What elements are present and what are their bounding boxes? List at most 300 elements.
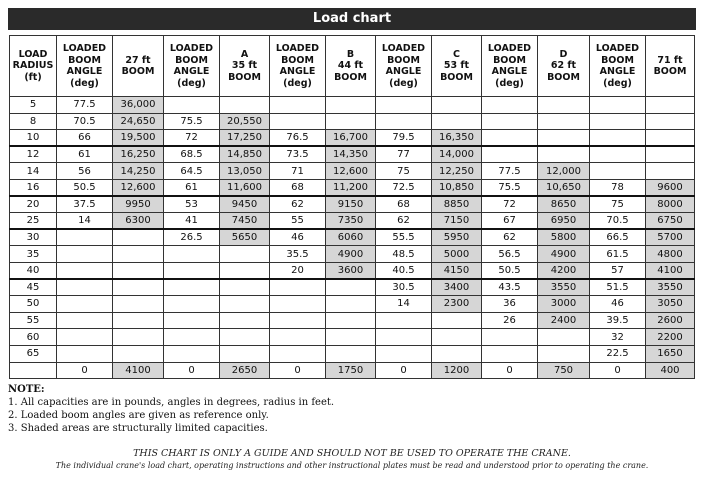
boom-angle-cell: 77.5: [482, 163, 538, 180]
capacity-cell: 5800: [538, 229, 590, 246]
capacity-cell: [220, 329, 270, 346]
boom-angle-cell: 0: [57, 362, 113, 379]
capacity-cell: 4150: [432, 262, 482, 279]
boom-angle-cell: [164, 97, 220, 114]
boom-angle-cell: 62: [482, 229, 538, 246]
boom-angle-cell: 68.5: [164, 146, 220, 163]
capacity-cell: 4800: [646, 246, 695, 263]
boom-angle-cell: 72.5: [376, 179, 432, 196]
capacity-cell: [432, 345, 482, 362]
column-header: [220, 36, 270, 97]
boom-angle-cell: [57, 296, 113, 313]
capacity-cell: 17,250: [220, 130, 270, 147]
column-header: [270, 36, 326, 97]
table-row: [10, 213, 695, 230]
boom-angle-cell: 71: [270, 163, 326, 180]
boom-angle-cell: 56.5: [482, 246, 538, 263]
boom-angle-cell: [270, 329, 326, 346]
column-header-line: (deg): [603, 77, 632, 89]
boom-angle-cell: 22.5: [590, 345, 646, 362]
capacity-cell: [113, 329, 164, 346]
boom-angle-cell: [57, 279, 113, 296]
table-row: [10, 296, 695, 313]
capacity-cell: 9950: [113, 196, 164, 213]
column-header-line: LOADED: [62, 43, 107, 54]
column-header-line: ANGLE: [385, 66, 422, 77]
column-header-line: D: [559, 48, 568, 60]
boom-angle-cell: 66: [57, 130, 113, 147]
capacity-cell: 36,000: [113, 97, 164, 114]
capacity-cell: 3050: [646, 296, 695, 313]
capacity-cell: 4900: [326, 246, 376, 263]
column-header-line: A: [240, 48, 249, 60]
column-header-line: BOOM: [440, 71, 473, 83]
column-header: [432, 36, 482, 97]
column-header-line: BOOM: [493, 54, 526, 66]
boom-angle-cell: 48.5: [376, 246, 432, 263]
capacity-cell: [113, 279, 164, 296]
boom-angle-cell: [164, 329, 220, 346]
radius-cell: 50: [10, 296, 57, 313]
table-row: [10, 345, 695, 362]
boom-angle-cell: [164, 312, 220, 329]
capacity-cell: 1200: [432, 362, 482, 379]
radius-cell: 12: [10, 146, 57, 163]
capacity-cell: 4100: [646, 262, 695, 279]
radius-cell: 10: [10, 130, 57, 147]
boom-angle-cell: [376, 97, 432, 114]
boom-angle-cell: 36: [482, 296, 538, 313]
column-header-line: 35 ft: [231, 60, 258, 72]
boom-angle-cell: [482, 113, 538, 130]
radius-cell: 8: [10, 113, 57, 130]
column-header-line: ANGLE: [599, 66, 636, 77]
boom-angle-cell: 32: [590, 329, 646, 346]
boom-angle-cell: 75.5: [164, 113, 220, 130]
capacity-cell: 1650: [646, 345, 695, 362]
boom-angle-cell: [482, 345, 538, 362]
capacity-cell: [538, 130, 590, 147]
boom-angle-cell: [270, 296, 326, 313]
capacity-cell: [538, 97, 590, 114]
capacity-cell: [646, 130, 695, 147]
boom-angle-cell: 61.5: [590, 246, 646, 263]
radius-cell: 40: [10, 262, 57, 279]
capacity-cell: 6060: [326, 229, 376, 246]
boom-angle-cell: 75.5: [482, 179, 538, 196]
disclaimer-instructions: The individual crane's load chart, operating instructions and other instructional plates must be read and understood prior to operating the crane.: [55, 461, 649, 470]
boom-angle-cell: 56: [57, 163, 113, 180]
capacity-cell: 6300: [113, 213, 164, 230]
capacity-cell: [326, 329, 376, 346]
column-header: [376, 36, 432, 97]
column-header: [482, 36, 538, 97]
radius-cell: 45: [10, 279, 57, 296]
column-header-line: BOOM: [281, 54, 314, 66]
boom-angle-cell: 50.5: [482, 262, 538, 279]
boom-angle-cell: 37.5: [57, 196, 113, 213]
boom-angle-cell: [376, 345, 432, 362]
column-header-line: LOADED: [275, 43, 320, 54]
note-item: 2. Loaded boom angles are given as reference only.: [8, 410, 269, 421]
column-header: [326, 36, 376, 97]
radius-cell: 14: [10, 163, 57, 180]
capacity-cell: 5650: [220, 229, 270, 246]
capacity-cell: [220, 296, 270, 313]
boom-angle-cell: 55: [270, 213, 326, 230]
boom-angle-cell: [164, 279, 220, 296]
boom-angle-cell: [590, 113, 646, 130]
boom-angle-cell: 41: [164, 213, 220, 230]
capacity-cell: 3550: [646, 279, 695, 296]
capacity-cell: [220, 262, 270, 279]
boom-angle-cell: 46: [590, 296, 646, 313]
boom-angle-cell: 30.5: [376, 279, 432, 296]
column-header-line: (deg): [70, 77, 99, 89]
boom-angle-cell: [590, 97, 646, 114]
boom-angle-cell: 62: [270, 196, 326, 213]
boom-angle-cell: 0: [590, 362, 646, 379]
disclaimer-warning: THIS CHART IS ONLY A GUIDE AND SHOULD NOT BE USED TO OPERATE THE CRANE.: [133, 448, 571, 459]
column-header: [590, 36, 646, 97]
capacity-cell: 19,500: [113, 130, 164, 147]
capacity-cell: [220, 97, 270, 114]
column-header: [538, 36, 590, 97]
table-row: [10, 229, 695, 246]
capacity-cell: 11,200: [326, 179, 376, 196]
capacity-cell: [646, 146, 695, 163]
column-header-line: 27 ft: [125, 54, 151, 66]
capacity-cell: 9450: [220, 196, 270, 213]
column-header-line: BOOM: [601, 54, 634, 66]
capacity-cell: 8650: [538, 196, 590, 213]
capacity-cell: 7450: [220, 213, 270, 230]
boom-angle-cell: [482, 329, 538, 346]
boom-angle-cell: [590, 146, 646, 163]
capacity-cell: 750: [538, 362, 590, 379]
column-header-line: BOOM: [121, 66, 155, 77]
capacity-cell: [113, 262, 164, 279]
boom-angle-cell: 20: [270, 262, 326, 279]
capacity-cell: 5700: [646, 229, 695, 246]
boom-angle-cell: [482, 130, 538, 147]
capacity-cell: [113, 246, 164, 263]
capacity-cell: [538, 345, 590, 362]
column-header-line: BOOM: [175, 54, 208, 66]
boom-angle-cell: 68: [270, 179, 326, 196]
boom-angle-cell: 73.5: [270, 146, 326, 163]
capacity-cell: 13,050: [220, 163, 270, 180]
notes-heading: NOTE:: [8, 384, 45, 395]
table-row: [10, 312, 695, 329]
capacity-cell: 2600: [646, 312, 695, 329]
capacity-cell: 3000: [538, 296, 590, 313]
column-header-line: (deg): [177, 77, 206, 89]
capacity-cell: 3550: [538, 279, 590, 296]
radius-cell: 35: [10, 246, 57, 263]
boom-angle-cell: 0: [270, 362, 326, 379]
load-chart-table: [9, 35, 695, 379]
boom-angle-cell: 77.5: [57, 97, 113, 114]
boom-angle-cell: 61: [164, 179, 220, 196]
capacity-cell: 14,250: [113, 163, 164, 180]
capacity-cell: [646, 97, 695, 114]
capacity-cell: [220, 312, 270, 329]
boom-angle-cell: [376, 113, 432, 130]
column-header-line: 53 ft: [443, 60, 470, 72]
radius-cell: 30: [10, 229, 57, 246]
boom-angle-cell: 0: [376, 362, 432, 379]
boom-angle-cell: 78: [590, 179, 646, 196]
capacity-cell: [432, 329, 482, 346]
column-header-line: RADIUS: [12, 60, 54, 72]
column-header-line: (deg): [495, 77, 524, 89]
column-header-line: (deg): [389, 77, 418, 89]
capacity-cell: 400: [646, 362, 695, 379]
capacity-cell: 7350: [326, 213, 376, 230]
capacity-cell: 16,700: [326, 130, 376, 147]
capacity-cell: 14,350: [326, 146, 376, 163]
boom-angle-cell: [376, 329, 432, 346]
boom-angle-cell: 64.5: [164, 163, 220, 180]
column-header-line: LOADED: [381, 43, 426, 54]
capacity-cell: 4100: [113, 362, 164, 379]
capacity-cell: 9150: [326, 196, 376, 213]
boom-angle-cell: [590, 130, 646, 147]
radius-cell: 60: [10, 329, 57, 346]
capacity-cell: [538, 113, 590, 130]
capacity-cell: 11,600: [220, 179, 270, 196]
table-body: [10, 97, 695, 379]
capacity-cell: 16,350: [432, 130, 482, 147]
table-row: [10, 262, 695, 279]
boom-angle-cell: [164, 345, 220, 362]
boom-angle-cell: [270, 113, 326, 130]
boom-angle-cell: 14: [57, 213, 113, 230]
column-header-line: LOAD: [18, 48, 48, 60]
capacity-cell: 9600: [646, 179, 695, 196]
boom-angle-cell: [482, 146, 538, 163]
boom-angle-cell: [57, 229, 113, 246]
boom-angle-cell: 46: [270, 229, 326, 246]
capacity-cell: 14,850: [220, 146, 270, 163]
table-row: [10, 146, 695, 163]
notes-block: [8, 383, 688, 435]
boom-angle-cell: [164, 262, 220, 279]
boom-angle-cell: 40.5: [376, 262, 432, 279]
capacity-cell: 12,250: [432, 163, 482, 180]
boom-angle-cell: 77: [376, 146, 432, 163]
capacity-cell: [326, 345, 376, 362]
table-row: [10, 246, 695, 263]
boom-angle-cell: 62: [376, 213, 432, 230]
boom-angle-cell: 50.5: [57, 179, 113, 196]
column-header: [10, 36, 57, 97]
capacity-cell: [220, 246, 270, 263]
boom-angle-cell: 26.5: [164, 229, 220, 246]
boom-angle-cell: 0: [164, 362, 220, 379]
radius-cell: 25: [10, 213, 57, 230]
boom-angle-cell: 72: [164, 130, 220, 147]
capacity-cell: [220, 279, 270, 296]
capacity-cell: [326, 97, 376, 114]
boom-angle-cell: 14: [376, 296, 432, 313]
capacity-cell: [326, 113, 376, 130]
boom-angle-cell: [57, 246, 113, 263]
table-row: [10, 362, 695, 379]
boom-angle-cell: 66.5: [590, 229, 646, 246]
boom-angle-cell: [57, 312, 113, 329]
capacity-cell: 1750: [326, 362, 376, 379]
column-header: [113, 36, 164, 97]
column-header-line: BOOM: [334, 71, 367, 83]
boom-angle-cell: 35.5: [270, 246, 326, 263]
boom-angle-cell: [164, 296, 220, 313]
column-header-line: ANGLE: [491, 66, 528, 77]
capacity-cell: 12,600: [326, 163, 376, 180]
disclaimer: [0, 447, 704, 471]
capacity-cell: 3600: [326, 262, 376, 279]
boom-angle-cell: 57: [590, 262, 646, 279]
boom-angle-cell: 72: [482, 196, 538, 213]
capacity-cell: 3400: [432, 279, 482, 296]
boom-angle-cell: 76.5: [270, 130, 326, 147]
boom-angle-cell: 70.5: [590, 213, 646, 230]
boom-angle-cell: [270, 345, 326, 362]
boom-angle-cell: 68: [376, 196, 432, 213]
radius-cell: 55: [10, 312, 57, 329]
table-row: [10, 163, 695, 180]
boom-angle-cell: 55.5: [376, 229, 432, 246]
capacity-cell: 5000: [432, 246, 482, 263]
column-header: [646, 36, 695, 97]
capacity-cell: [432, 312, 482, 329]
capacity-cell: 2300: [432, 296, 482, 313]
column-header-line: (deg): [283, 77, 312, 89]
note-item: 3. Shaded areas are structurally limited capacities.: [8, 423, 268, 434]
capacity-cell: [113, 312, 164, 329]
capacity-cell: 4900: [538, 246, 590, 263]
column-header-line: 44 ft: [337, 60, 364, 72]
boom-angle-cell: [590, 163, 646, 180]
capacity-cell: 6950: [538, 213, 590, 230]
capacity-cell: 20,550: [220, 113, 270, 130]
capacity-cell: [326, 279, 376, 296]
capacity-cell: 10,650: [538, 179, 590, 196]
table-row: [10, 329, 695, 346]
table-row: [10, 179, 695, 196]
column-header-line: LOADED: [487, 43, 532, 54]
capacity-cell: 16,250: [113, 146, 164, 163]
note-item: 1. All capacities are in pounds, angles in degrees, radius in feet.: [8, 397, 335, 408]
table-row: [10, 130, 695, 147]
capacity-cell: 10,850: [432, 179, 482, 196]
table-header-row: [10, 36, 695, 97]
boom-angle-cell: 0: [482, 362, 538, 379]
capacity-cell: [326, 296, 376, 313]
table-row: [10, 279, 695, 296]
column-header-line: B: [346, 48, 355, 60]
capacity-cell: [326, 312, 376, 329]
column-header-line: ANGLE: [279, 66, 316, 77]
column-header-line: BOOM: [653, 66, 687, 77]
capacity-cell: 14,000: [432, 146, 482, 163]
boom-angle-cell: 70.5: [57, 113, 113, 130]
boom-angle-cell: [482, 97, 538, 114]
column-header-line: LOADED: [169, 43, 214, 54]
boom-angle-cell: [57, 329, 113, 346]
boom-angle-cell: 26: [482, 312, 538, 329]
capacity-cell: 2400: [538, 312, 590, 329]
capacity-cell: 6750: [646, 213, 695, 230]
capacity-cell: [113, 345, 164, 362]
boom-angle-cell: [270, 97, 326, 114]
column-header-line: C: [453, 48, 460, 60]
capacity-cell: [538, 146, 590, 163]
column-header-line: ANGLE: [66, 66, 103, 77]
capacity-cell: 5950: [432, 229, 482, 246]
column-header-line: 71 ft: [657, 54, 683, 66]
column-header: [57, 36, 113, 97]
boom-angle-cell: 53: [164, 196, 220, 213]
capacity-cell: 12,600: [113, 179, 164, 196]
capacity-cell: [646, 113, 695, 130]
capacity-cell: [220, 345, 270, 362]
capacity-cell: [432, 113, 482, 130]
boom-angle-cell: 79.5: [376, 130, 432, 147]
capacity-cell: 7150: [432, 213, 482, 230]
column-header: [164, 36, 220, 97]
capacity-cell: 2200: [646, 329, 695, 346]
capacity-cell: 12,000: [538, 163, 590, 180]
boom-angle-cell: [270, 312, 326, 329]
capacity-cell: 8000: [646, 196, 695, 213]
column-header-line: BOOM: [547, 71, 580, 83]
column-header-line: ANGLE: [173, 66, 210, 77]
boom-angle-cell: [164, 246, 220, 263]
capacity-cell: [432, 97, 482, 114]
boom-angle-cell: 67: [482, 213, 538, 230]
radius-cell: 5: [10, 97, 57, 114]
boom-angle-cell: [376, 312, 432, 329]
radius-cell: 65: [10, 345, 57, 362]
capacity-cell: 24,650: [113, 113, 164, 130]
table-row: [10, 113, 695, 130]
boom-angle-cell: 75: [590, 196, 646, 213]
boom-angle-cell: 61: [57, 146, 113, 163]
capacity-cell: 8850: [432, 196, 482, 213]
column-header-line: 62 ft: [550, 60, 577, 72]
boom-angle-cell: 39.5: [590, 312, 646, 329]
capacity-cell: 2650: [220, 362, 270, 379]
table-row: [10, 97, 695, 114]
column-header-line: BOOM: [387, 54, 420, 66]
column-header-line: (ft): [24, 71, 42, 83]
capacity-cell: [113, 296, 164, 313]
capacity-cell: [646, 163, 695, 180]
boom-angle-cell: [57, 345, 113, 362]
boom-angle-cell: [57, 262, 113, 279]
boom-angle-cell: 75: [376, 163, 432, 180]
table-row: [10, 196, 695, 213]
capacity-cell: 4200: [538, 262, 590, 279]
radius-cell: 16: [10, 179, 57, 196]
column-header-line: LOADED: [595, 43, 640, 54]
radius-cell: [10, 362, 57, 379]
radius-cell: 20: [10, 196, 57, 213]
column-header-line: BOOM: [228, 71, 261, 83]
column-header-line: BOOM: [68, 54, 101, 66]
